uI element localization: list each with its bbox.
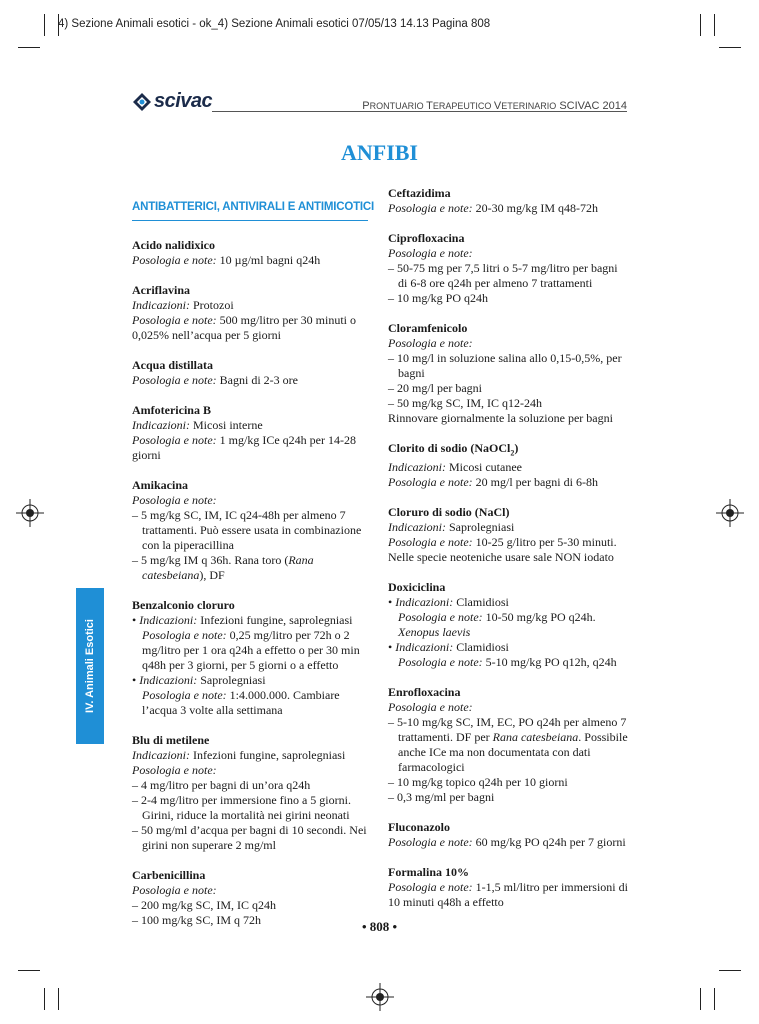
drug-entry: [388, 580, 628, 670]
drug-entry: [132, 238, 368, 268]
drug-name: Ceftazidima: [388, 186, 451, 200]
drug-entry: [132, 403, 368, 463]
drug-name-part: Clorito di sodio (NaOCl: [388, 441, 511, 455]
dose-item: – 10 mg/kg topico q24h per 10 giorni: [388, 775, 568, 790]
logo-emblem-icon: [132, 92, 152, 112]
drug-name: Doxiciclina: [388, 580, 446, 595]
posology-text: 60 mg/kg PO q24h per 7 giorni: [475, 835, 626, 850]
registration-target-icon: [16, 499, 44, 527]
drug-name: Benzalconio cloruro: [132, 598, 235, 612]
header-rule: [212, 111, 627, 112]
drug-entry: [388, 865, 628, 910]
dose-item: – 0,3 mg/ml per bagni: [388, 790, 495, 805]
posology-label: Posologia e note:: [142, 628, 227, 642]
drug-name: Amikacina: [132, 478, 189, 492]
drug-name: [388, 441, 628, 460]
drug-entry: [132, 733, 368, 853]
running-title-part: ETERINARIO: [501, 101, 557, 111]
page-number: • 808 •: [361, 919, 398, 934]
drug-entry: [388, 321, 628, 426]
registration-target-icon: [366, 983, 394, 1011]
posology-label: Posologia e note:: [132, 763, 217, 777]
posology-label: Posologia e note:: [132, 433, 217, 447]
drug-name-subscript: 2: [510, 448, 515, 458]
bullet-item: • Indicazioni: Clamidiosi Posologia e note: 10-50 mg/kg PO q24h. Xenopus laevis: [388, 595, 596, 640]
posology-label: Posologia e note:: [388, 835, 473, 850]
posology-text: 5-10 mg/kg PO q12h, q24h: [485, 655, 617, 670]
running-title-part: SCIVAC 2014: [556, 100, 627, 112]
species-name: Rana catesbeiana: [492, 730, 579, 745]
dose-item: – 4 mg/litro per bagni di un’ora q24h: [132, 778, 311, 792]
drug-entry: [132, 478, 368, 583]
posology-text: 1:4.000.000. Cambiare l’acqua 3 volte alla settimana: [142, 688, 340, 717]
drug-entry: [388, 231, 628, 306]
drug-name-part: ): [514, 441, 519, 455]
dose-item: – 2-4 mg/litro per immersione fino a 5 giorni. Girini, riduce la mortalità nei girini neonati: [132, 793, 351, 822]
posology-text: 1 mg/kg ICe q24h per 14-28 giorni: [132, 433, 356, 462]
dose-item: [132, 553, 368, 583]
posology-label: Posologia e note:: [132, 493, 217, 507]
registration-target-icon: [716, 499, 744, 527]
bullet-item: • Indicazioni: Saprolegniasi Posologia e note: 1:4.000.000. Cambiare l’acqua 3 volte alla settimana: [132, 673, 340, 717]
drug-name: Acqua distillata: [132, 358, 214, 372]
posology-label: Posologia e note:: [142, 688, 227, 702]
dose-item: – 10 mg/kg PO q24h: [388, 291, 489, 305]
posology-label: Posologia e note:: [388, 246, 473, 260]
indication-label: Indicazioni:: [395, 640, 454, 655]
dose-item: – 50-75 mg per 7,5 litri o 5-7 mg/litro per bagni di 6-8 ore q24h per almeno 7 trattamenti: [388, 261, 618, 290]
dose-item: [388, 715, 628, 775]
species-name: Xenopus laevis: [398, 625, 471, 640]
dose-text: – 5-10 mg/kg SC, IM, EC, PO q24h per almeno 7 trattamenti. DF per: [388, 715, 627, 745]
posology-text: 20 mg/l per bagni di 6-8h: [475, 475, 598, 490]
drug-name: Amfotericina B: [132, 403, 211, 417]
section-title: ANTIBATTERICI, ANTIVIRALI E ANTIMICOTICI: [132, 200, 368, 221]
drug-name: Formalina 10%: [388, 865, 469, 880]
section-side-tab: [76, 588, 104, 744]
drug-name: Fluconazolo: [388, 820, 450, 835]
right-column: [388, 186, 628, 925]
indication-text: Saprolegniasi: [200, 673, 266, 687]
drug-name: Acido nalidixico: [132, 238, 216, 252]
running-title-part: T: [426, 100, 433, 112]
indication-text: Infezioni fungine, saprolegniasi: [193, 748, 346, 762]
posology-text: 0,25 mg/litro per 72h o 2 mg/litro per 1 ora q24h a effetto o per 30 min q48h per 3 giorni, per 5 giorni o a effetto: [142, 628, 360, 672]
posology-text: 10-50 mg/kg PO q24h.: [485, 610, 596, 625]
posology-text: 500 mg/litro per 30 minuti o 0,025% nell’acqua per 5 giorni: [132, 313, 356, 342]
dose-item: – 100 mg/kg SC, IM q 72h: [132, 913, 262, 927]
dose-item: – 10 mg/l in soluzione salina allo 0,15-0,5%, per bagni: [388, 351, 622, 380]
drug-name: Enrofloxacina: [388, 685, 461, 700]
running-title-part: ERAPEUTICO: [432, 101, 494, 111]
bullet-item: • Indicazioni: Clamidiosi Posologia e note: 5-10 mg/kg PO q12h, q24h: [388, 640, 617, 670]
drug-entry: [388, 820, 628, 850]
drug-entry: [388, 186, 628, 216]
drug-name: Blu di metilene: [132, 733, 210, 747]
posology-label: Posologia e note:: [132, 373, 217, 387]
indication-label: Indicazioni:: [388, 460, 446, 475]
posology-text: 10-25 g/litro per 5-30 minuti. Nelle specie neoteniche usare sale NON iodato: [388, 535, 617, 565]
species-name: Rana catesbeiana: [142, 553, 314, 582]
indication-text: Clamidiosi: [456, 640, 509, 655]
dose-text: . Possibile anche ICe ma non documentata con dati farmacologici: [398, 730, 628, 775]
indication-text: Micosi interne: [193, 418, 263, 432]
dose-text: – 5 mg/kg IM q 36h. Rana toro (: [132, 553, 289, 567]
indication-label: Indicazioni:: [395, 595, 454, 610]
indication-label: Indicazioni:: [132, 298, 190, 312]
drug-entry: [388, 685, 628, 805]
indication-text: Infezioni fungine, saprolegniasi: [200, 613, 353, 627]
dose-item: – 200 mg/kg SC, IM, IC q24h: [132, 898, 277, 912]
drug-entry: [132, 358, 368, 388]
running-title-part: RONTUARIO: [369, 101, 427, 111]
indication-label: Indicazioni:: [139, 613, 198, 627]
posology-label: Posologia e note:: [388, 535, 473, 550]
drug-name: Carbenicillina: [132, 868, 206, 882]
indication-label: Indicazioni:: [132, 418, 190, 432]
logo-wordmark: scivac: [154, 90, 213, 112]
posology-label: Posologia e note:: [132, 253, 217, 267]
indication-text: Micosi cutanee: [449, 460, 522, 475]
print-slug: 4) Sezione Animali esotici - ok_4) Sezione Animali esotici 07/05/13 14.13 Pagina 808: [58, 18, 491, 30]
dose-item: – 50 mg/kg SC, IM, IC q12-24h: [388, 396, 543, 410]
side-tab-label: IV. Animali Esotici: [84, 619, 96, 713]
posology-text: 1-1,5 ml/litro per immersioni di 10 minuti q48h a effetto: [388, 880, 628, 910]
posology-label: Posologia e note:: [388, 700, 473, 715]
drug-entry: [132, 283, 368, 343]
posology-label: Posologia e note:: [388, 201, 473, 215]
running-title-part: P: [362, 100, 370, 112]
drug-name: Acriflavina: [132, 283, 190, 297]
posology-label: Posologia e note:: [388, 880, 473, 895]
posology-text: 10 µg/ml bagni q24h: [219, 253, 321, 267]
indication-label: Indicazioni:: [388, 520, 446, 535]
dose-text: ), DF: [199, 568, 225, 582]
drug-name: Ciprofloxacina: [388, 231, 465, 245]
left-column: [132, 200, 375, 943]
indication-text: Protozoi: [193, 298, 234, 312]
indication-text: Saprolegniasi: [449, 520, 515, 535]
posology-text: Bagni di 2-3 ore: [219, 373, 298, 387]
posology-label: Posologia e note:: [388, 475, 473, 490]
drug-name: Cloruro di sodio (NaCl): [388, 505, 510, 520]
indication-text: Clamidiosi: [456, 595, 509, 610]
drug-entry: [388, 441, 628, 490]
note-text: Rinnovare giornalmente la soluzione per bagni: [388, 411, 613, 425]
posology-label: Posologia e note:: [398, 655, 483, 670]
indication-label: Indicazioni:: [132, 748, 190, 762]
running-title-part: V: [493, 100, 502, 112]
page-title: ANFIBI: [340, 140, 418, 165]
drug-entry: [132, 598, 368, 718]
posology-label: Posologia e note:: [398, 610, 483, 625]
posology-text: 20-30 mg/kg IM q48-72h: [475, 201, 598, 215]
posology-label: Posologia e note:: [132, 883, 217, 897]
posology-label: Posologia e note:: [388, 336, 473, 350]
drug-entry: [388, 505, 628, 565]
dose-item: – 50 mg/ml d’acqua per bagni di 10 secondi. Nei girini non superare 2 mg/ml: [132, 823, 367, 852]
dose-item: – 20 mg/l per bagni: [388, 381, 482, 395]
dose-item: – 5 mg/kg SC, IM, IC q24-48h per almeno 7 trattamenti. Può essere usata in combinazione con la piperacillina: [132, 508, 362, 552]
drug-name: Cloramfenicolo: [388, 321, 468, 335]
bullet-item: • Indicazioni: Infezioni fungine, saprolegniasi Posologia e note: 0,25 mg/litro per 72h o 2 mg/litro per 1 ora q24h a effetto o per 30 min q48h per 3 giorni, per 5 giorni o a effetto: [132, 613, 360, 672]
indication-label: Indicazioni:: [139, 673, 198, 687]
posology-label: Posologia e note:: [132, 313, 217, 327]
